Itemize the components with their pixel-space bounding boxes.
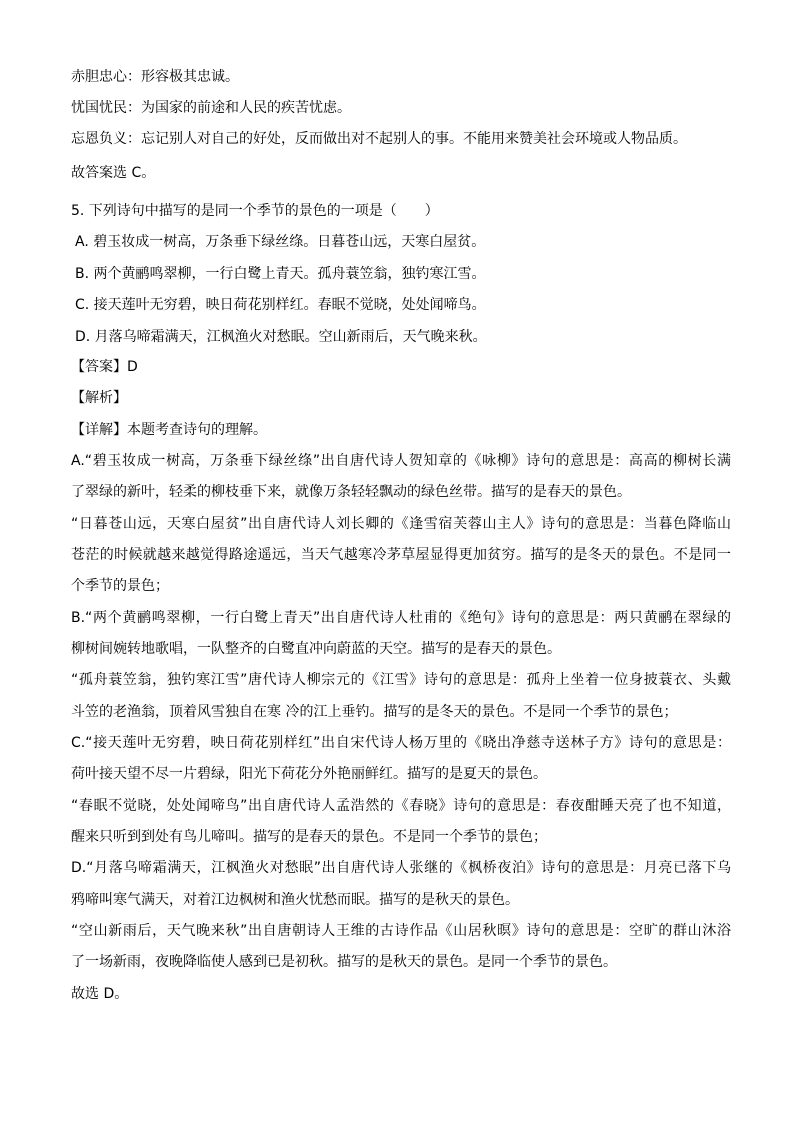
explanation-b-line-2: 柳树间婉转地歌唱，一队整齐的白鹭直冲向蔚蓝的天空。描写的是春天的景色。 (71, 641, 561, 657)
idiom-explanation-1: 赤胆忠心：形容极其忠诚。 (71, 69, 239, 85)
explanation-c-line-1: C.“接天莲叶无穷碧，映日荷花别样红”出自宋代诗人杨万里的《晓出净慈寺送林子方》诗句的意思是： (71, 735, 731, 751)
explanation-c2-line-2: 醒来只听到到处有鸟儿啼叫。描写的是春天的景色。不是同一个季节的景色； (71, 829, 547, 845)
option-c: C. 接天莲叶无穷碧，映日荷花别样红。春眠不觉晓，处处闻啼鸟。 (75, 297, 486, 313)
idiom-explanation-3: 忘恩负义：忘记别人对自己的好处，反而做出对不起别人的事。不能用来赞美社会环境或人物品质。 (71, 131, 687, 147)
explanation-b2-line-1: “孤舟蓑笠翁，独钓寒江雪”唐代诗人柳宗元的《江雪》诗句的意思是：孤舟上坐着一位身披蓑衣、头戴 (71, 672, 731, 688)
detailed-explanation-intro: 【详解】本题考查诗句的理解。 (71, 422, 267, 438)
option-b: B. 两个黄鹂鸣翠柳，一行白鹭上青天。孤舟蓑笠翁，独钓寒江雪。 (75, 266, 486, 282)
explanation-a-line-1: A.“碧玉妆成一树高，万条垂下绿丝绦”出自唐代诗人贺知章的《咏柳》诗句的意思是：高高的柳树长满 (71, 453, 731, 469)
idiom-explanation-2: 忧国忧民：为国家的前途和人民的疾苦忧虑。 (71, 100, 351, 116)
explanation-d-line-2: 鸦啼叫寒气满天，对着江边枫树和渔火忧愁而眠。描写的是秋天的景色。 (71, 892, 519, 908)
explanation-c-line-2: 荷叶接天望不尽一片碧绿，阳光下荷花分外艳丽鲜红。描写的是夏天的景色。 (71, 766, 547, 782)
explanation-b2-line-2: 斗笠的老渔翁，顶着风雪独自在寒 冷的江上垂钓。描写的是冬天的景色。不是同一个季节的景色； (71, 704, 678, 720)
explanation-a2-line-1: “日暮苍山远，天寒白屋贫”出自唐代诗人刘长卿的《逢雪宿芙蓉山主人》诗句的意思是：当暮色降临山 (71, 516, 731, 532)
explanation-c2-line-1: “春眠不觉晓，处处闻啼鸟”出自唐代诗人孟浩然的《春晓》诗句的意思是：春夜酣睡天亮了也不知道， (71, 798, 731, 814)
option-a: A. 碧玉妆成一树高，万条垂下绿丝绦。日暮苍山远，天寒白屋贫。 (75, 234, 486, 250)
explanation-a2-line-2: 苍茫的时候就越来越觉得路途遥远，当天气越寒冷茅草屋显得更加贫穷。描写的是冬天的景色。不是同一 (71, 547, 731, 563)
explanation-d2-line-2: 了一场新雨，夜晚降临使人感到已是初秋。描写的是秋天的景色。是同一个季节的景色。 (71, 954, 617, 970)
explanation-a-line-2: 了翠绿的新叶，轻柔的柳枝垂下来，就像万条轻轻飘动的绿色丝带。描写的是春天的景色。 (71, 484, 631, 500)
question-5-stem: 5. 下列诗句中描写的是同一个季节的景色的一项是（ ） (71, 203, 439, 219)
explanation-a2-line-3: 个季节的景色； (71, 578, 169, 594)
explanation-b-line-1: B.“两个黄鹂鸣翠柳，一行白鹭上青天”出自唐代诗人杜甫的《绝句》诗句的意思是：两只黄鹂在翠绿的 (71, 610, 731, 626)
answer-label: 【答案】D (71, 359, 138, 375)
previous-answer-conclusion: 故答案选 C。 (71, 165, 156, 181)
explanation-d-line-1: D.“月落乌啼霜满天，江枫渔火对愁眠”出自唐代诗人张继的《枫桥夜泊》诗句的意思是：月亮已落下乌 (71, 860, 731, 876)
final-answer: 故选 D。 (71, 986, 129, 1002)
explanation-d2-line-1: “空山新雨后，天气晚来秋”出自唐朝诗人王维的古诗作品《山居秋暝》诗句的意思是：空旷的群山沐浴 (71, 923, 731, 939)
option-d: D. 月落乌啼霜满天，江枫渔火对愁眠。空山新雨后，天气晚来秋。 (75, 329, 487, 345)
analysis-label: 【解析】 (71, 390, 127, 406)
